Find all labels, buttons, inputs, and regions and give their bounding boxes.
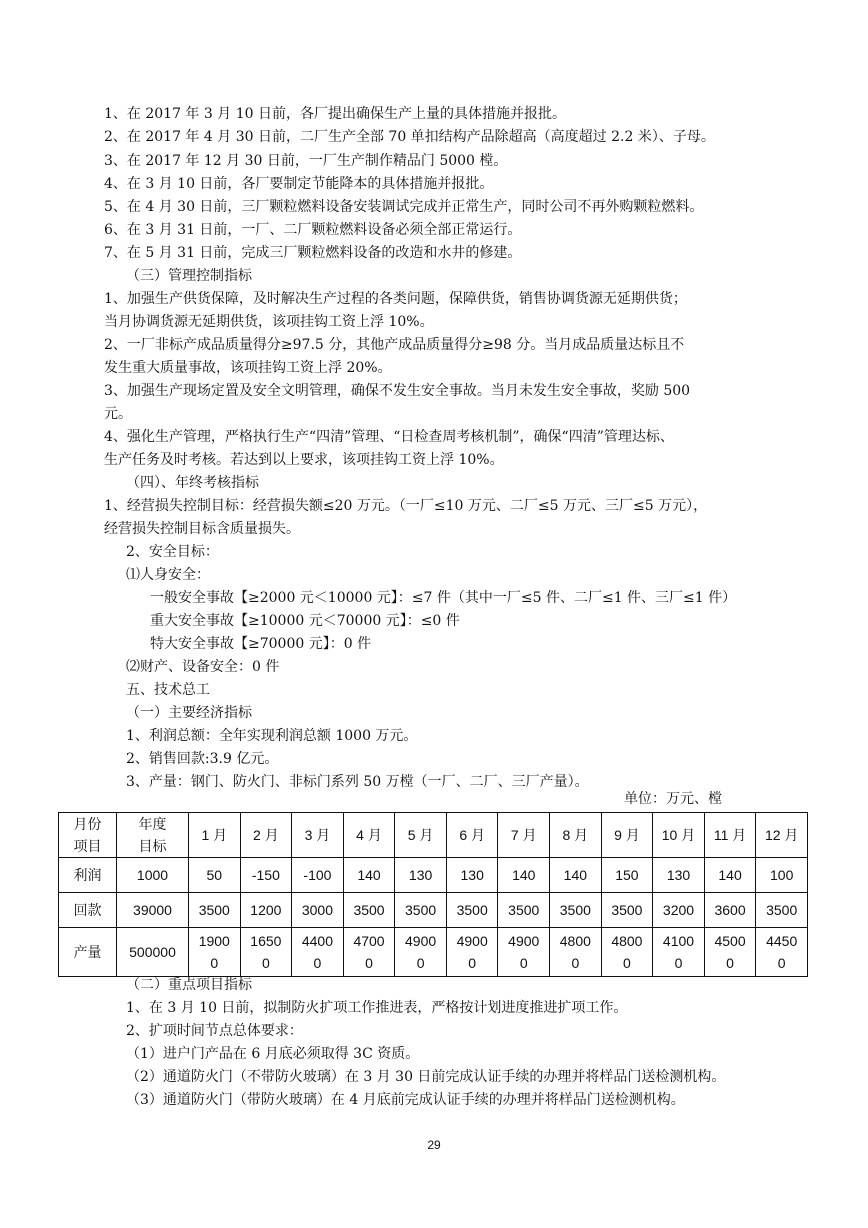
month-header: 12 月: [756, 813, 808, 858]
section-heading: （四）、年终考核指标: [126, 475, 259, 491]
text-line: 4、在 3 月 10 日前，各厂要制定节能降本的具体措施并报批。: [104, 176, 494, 192]
text-line: 1、加强生产供货保障，及时解决生产过程的各类问题，保障供货，销售协调货源无延期供货；: [104, 291, 687, 307]
table-cell: -100: [292, 858, 344, 893]
table-cell: 140: [550, 858, 602, 893]
table-row: [59, 858, 808, 893]
month-header: 2 月: [240, 813, 292, 858]
table-cell: 4900 0: [446, 928, 498, 977]
table-cell: 140: [498, 858, 550, 893]
row-label: 回款: [59, 893, 117, 928]
table-cell: 4100 0: [653, 928, 705, 977]
table-cell: 100: [756, 858, 808, 893]
text-line: 1、利润总额：全年实现利润总额 1000 万元。: [126, 728, 418, 744]
table-cell: 140: [343, 858, 395, 893]
section-heading: （一）主要经济指标: [126, 705, 252, 721]
text-line: 2、在 2017 年 4 月 30 日前，二厂生产全部 70 单扣结构产品除超高（高度超过 2.2 米）、子母。: [104, 129, 715, 145]
table-cell: 3500: [550, 893, 602, 928]
month-header: 1 月: [189, 813, 241, 858]
month-header: 7 月: [498, 813, 550, 858]
annual-header-line1: 年度: [138, 816, 167, 832]
table-cell: 3500: [756, 893, 808, 928]
table-cell: 3500: [446, 893, 498, 928]
table-cell: 4500 0: [704, 928, 756, 977]
text-line: 发生重大质量事故，该项挂钩工资上浮 20%。: [104, 360, 392, 376]
corner-cell: [59, 813, 117, 858]
month-header: 11 月: [704, 813, 756, 858]
text-line: 2、安全目标：: [126, 544, 219, 560]
section-heading: 五、技术总工: [126, 682, 210, 698]
table-cell: 150: [601, 858, 653, 893]
annual-cell: 1000: [117, 858, 189, 893]
text-line: 元。: [104, 406, 132, 422]
annual-header-line2: 目标: [138, 838, 167, 854]
text-line: 4、强化生产管理，严格执行生产“四清”管理、“日检查周考核机制”，确保“四清”管理达标、: [104, 429, 674, 445]
table-cell: 1900 0: [189, 928, 241, 977]
table-cell: 130: [395, 858, 447, 893]
text-line: 6、在 3 月 31 日前，一厂、二厂颗粒燃料设备必须全部正常运行。: [104, 222, 522, 238]
text-line: 7、在 5 月 31 日前，完成三厂颗粒燃料设备的改造和水井的修建。: [104, 245, 522, 261]
month-header: 8 月: [550, 813, 602, 858]
table-cell: 3500: [343, 893, 395, 928]
month-header: 5 月: [395, 813, 447, 858]
table-cell: 4400 0: [292, 928, 344, 977]
table-cell: 3200: [653, 893, 705, 928]
annual-header-cell: [117, 813, 189, 858]
text-line: 1、在 3 月 10 日前，拟制防火扩项工作推进表，严格按计划进度推进扩项工作。: [126, 1000, 628, 1016]
table-row: [59, 928, 808, 977]
row-label: 产量: [59, 928, 117, 977]
text-line: 生产任务及时考核。若达到以上要求，该项挂钩工资上浮 10%。: [104, 452, 504, 468]
text-line: 2、销售回款:3.9 亿元。: [126, 751, 279, 767]
targets-table: [58, 812, 808, 977]
table-cell: 4900 0: [395, 928, 447, 977]
text-line: ⑵财产、设备安全：0 件: [126, 659, 280, 675]
text-line: （1）进户门产品在 6 月底必须取得 3C 资质。: [126, 1046, 420, 1062]
table-cell: 4800 0: [550, 928, 602, 977]
text-line: 一般安全事故【≥2000 元＜10000 元】：≤7 件（其中一厂≤5 件、二厂≤1 件、三厂≤1 件）: [150, 590, 737, 606]
text-line: （2）通道防火门（不带防火玻璃）在 3 月 30 日前完成认证手续的办理并将样品门送检测机构。: [126, 1069, 726, 1085]
table-cell: -150: [240, 858, 292, 893]
text-line: 1、经营损失控制目标：经营损失额≤20 万元。（一厂≤10 万元、二厂≤5 万元、三厂≤5 万元），: [104, 498, 708, 514]
table-cell: 3500: [189, 893, 241, 928]
row-label: 利润: [59, 858, 117, 893]
table-cell: 50: [189, 858, 241, 893]
month-header: 9 月: [601, 813, 653, 858]
corner-top-label: 月份: [73, 816, 102, 832]
page-number: 29: [427, 1138, 441, 1152]
table-header-row: [59, 813, 808, 858]
table-cell: 3600: [704, 893, 756, 928]
text-line: 2、扩项时间节点总体要求：: [126, 1023, 303, 1039]
table-cell: 4800 0: [601, 928, 653, 977]
text-line: ⑴人身安全：: [126, 567, 210, 583]
text-line: 重大安全事故【≥10000 元＜70000 元】：≤0 件: [150, 613, 460, 629]
table-cell: 4700 0: [343, 928, 395, 977]
table-cell: 140: [704, 858, 756, 893]
month-header: 6 月: [446, 813, 498, 858]
text-line: 特大安全事故【≥70000 元】：0 件: [150, 636, 372, 652]
section-heading: （二）重点项目指标: [126, 977, 252, 993]
table-cell: 130: [653, 858, 705, 893]
month-header: 4 月: [343, 813, 395, 858]
text-line: 3、在 2017 年 12 月 30 日前，一厂生产制作精品门 5000 樘。: [104, 153, 508, 169]
text-line: 当月协调货源无延期供货，该项挂钩工资上浮 10%。: [104, 314, 434, 330]
text-line: 经营损失控制目标含质量损失。: [104, 521, 300, 537]
unit-label: 单位：万元、樘: [624, 791, 722, 807]
table-cell: 3500: [601, 893, 653, 928]
table-cell: 3500: [498, 893, 550, 928]
table-cell: 130: [446, 858, 498, 893]
text-line: 5、在 4 月 30 日前，三厂颗粒燃料设备安装调试完成并正常生产，同时公司不再外购颗粒燃料。: [104, 199, 704, 215]
text-line: （3）通道防火门（带防火玻璃）在 4 月底前完成认证手续的办理并将样品门送检测机构。: [126, 1092, 685, 1108]
annual-cell: 500000: [117, 928, 189, 977]
text-line: 3、加强生产现场定置及安全文明管理，确保不发生安全事故。当月未发生安全事故，奖励 500: [104, 383, 691, 399]
month-header: 3 月: [292, 813, 344, 858]
corner-bottom-label: 项目: [73, 838, 102, 854]
text-line: 2、一厂非标产成品质量得分≥97.5 分，其他产成品质量得分≥98 分。当月成品质量达标且不: [104, 337, 685, 353]
table-cell: 1200: [240, 893, 292, 928]
table-cell: 4900 0: [498, 928, 550, 977]
table-cell: 1650 0: [240, 928, 292, 977]
month-header: 10 月: [653, 813, 705, 858]
table-cell: 4450 0: [756, 928, 808, 977]
table-row: [59, 893, 808, 928]
table-cell: 3500: [395, 893, 447, 928]
table-cell: 3000: [292, 893, 344, 928]
text-line: 1、在 2017 年 3 月 10 日前，各厂提出确保生产上量的具体措施并报批。: [104, 106, 566, 122]
annual-cell: 39000: [117, 893, 189, 928]
text-line: 3、产量：钢门、防火门、非标门系列 50 万樘（一厂、二厂、三厂产量）。: [126, 774, 589, 790]
section-heading: （三）管理控制指标: [126, 268, 252, 284]
